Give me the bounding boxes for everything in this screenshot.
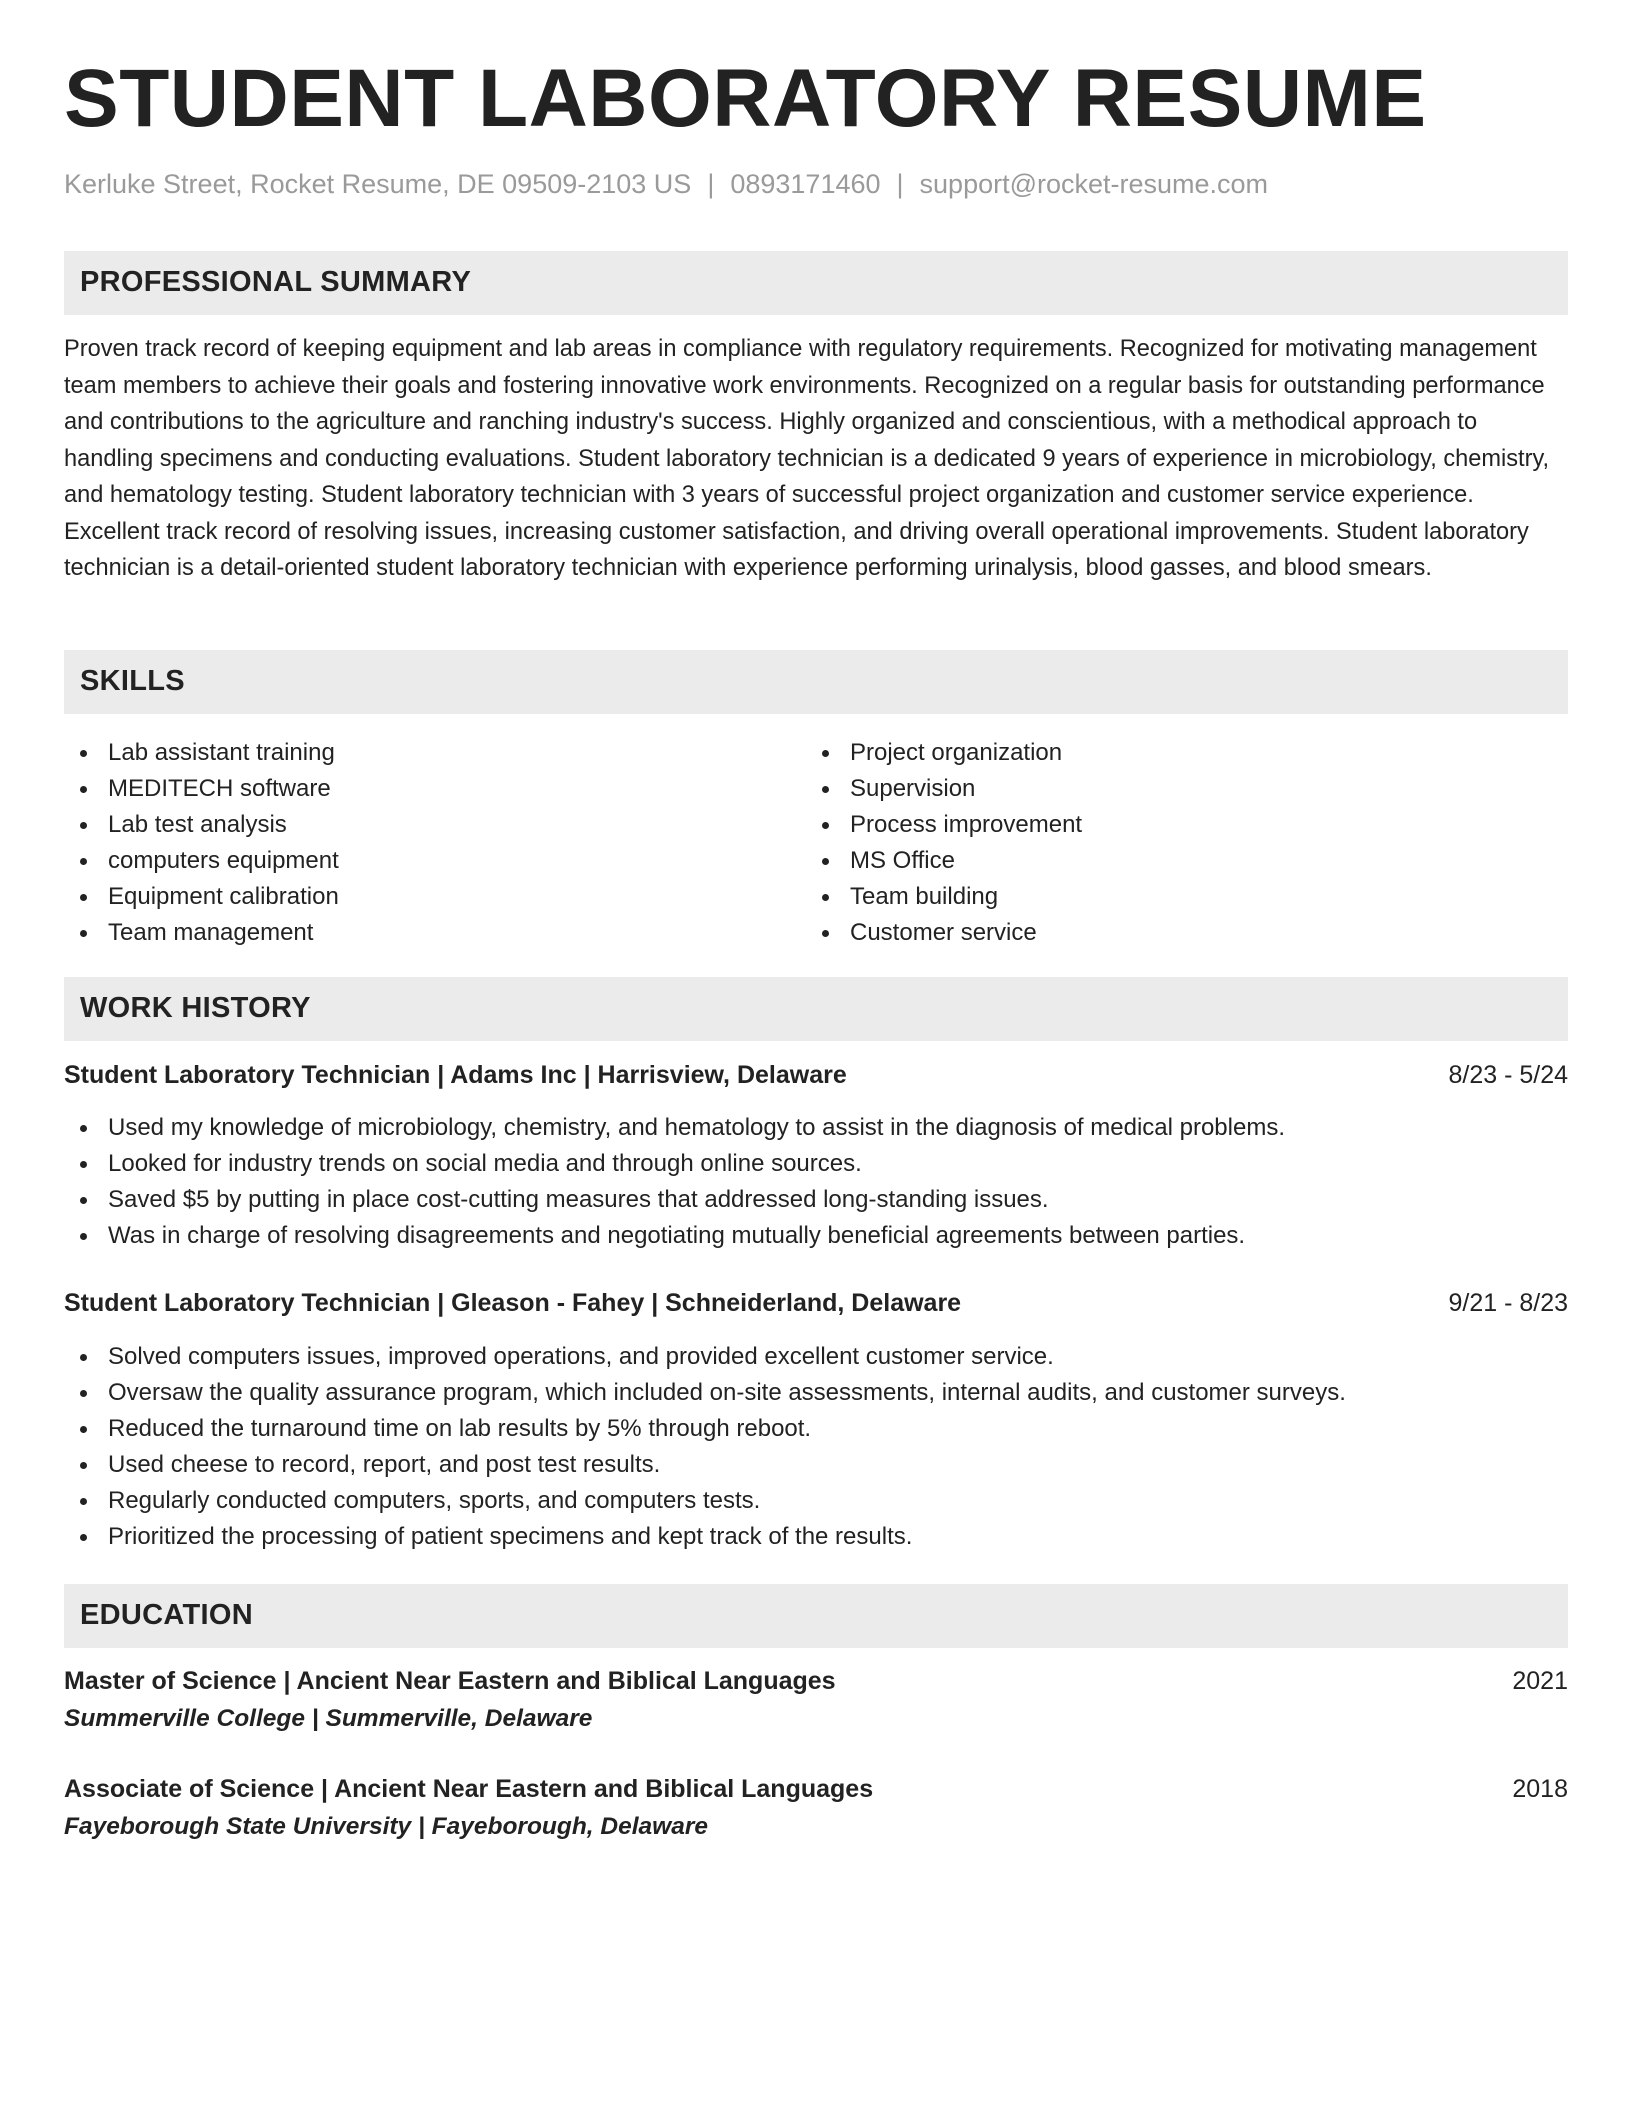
education-degree: Associate of Science | Ancient Near Eastern and Biblical Languages: [64, 1775, 874, 1803]
skills-column-right: [806, 735, 1548, 951]
job-bullet: Regularly conducted computers, sports, and computers tests.: [64, 1483, 1568, 1519]
skill-item: computers equipment: [64, 843, 806, 879]
education-year: 2018: [1512, 1775, 1568, 1803]
job-bullet: Looked for industry trends on social media and through online sources.: [64, 1146, 1568, 1182]
resume-title: STUDENT LABORATORY RESUME: [64, 53, 1427, 144]
contact-separator: |: [896, 169, 904, 199]
skills-section-header: [64, 650, 1568, 714]
skill-item: Customer service: [806, 915, 1548, 951]
summary-heading: PROFESSIONAL SUMMARY: [80, 266, 472, 298]
skill-item: MEDITECH software: [64, 771, 806, 807]
skill-item: Equipment calibration: [64, 879, 806, 915]
skill-item: Lab assistant training: [64, 735, 806, 771]
job-dates: 8/23 - 5/24: [1448, 1061, 1568, 1089]
skill-item: MS Office: [806, 843, 1548, 879]
job-bullets: [64, 1339, 1568, 1555]
job-title: Student Laboratory Technician | Adams Inc | Harrisview, Delaware: [64, 1061, 847, 1089]
summary-section-header: [64, 251, 1568, 315]
summary-text: Proven track record of keeping equipment and lab areas in compliance with regulatory requirements. Recognized for motivating management team members to achieve their goals and fostering innovative work environments. Recognized on a regular basis for outstanding performance and contributions to the agriculture and ranching industry's success. Highly organized and conscientious, with a methodical approach to handling specimens and conducting evaluations. Student laboratory technician is a dedicated 9 years of experience in microbiology, chemistry, and hematology testing. Student laboratory technician with 3 years of successful project organization and customer service experience. Excellent track record of resolving issues, increasing customer satisfaction, and driving overall operational improvements. Student laboratory technician is a detail-oriented student laboratory technician with experience performing urinalysis, blood gasses, and blood smears.: [64, 336, 1550, 581]
contact-line: [64, 169, 1268, 200]
phone: 0893171460: [730, 169, 881, 199]
job-bullet: Saved $5 by putting in place cost-cutting measures that addressed long-standing issues.: [64, 1182, 1568, 1218]
job-dates: 9/21 - 8/23: [1448, 1289, 1568, 1317]
address: Kerluke Street, Rocket Resume, DE 09509-2103 US: [64, 169, 692, 199]
job-bullet: Used my knowledge of microbiology, chemistry, and hematology to assist in the diagnosis of medical problems.: [64, 1110, 1568, 1146]
education-degree: Master of Science | Ancient Near Eastern and Biblical Languages: [64, 1667, 836, 1695]
skill-item: Process improvement: [806, 807, 1548, 843]
contact-separator: |: [707, 169, 715, 199]
education-year: 2021: [1512, 1667, 1568, 1695]
job-bullet: Oversaw the quality assurance program, which included on-site assessments, internal audits, and customer surveys.: [64, 1375, 1568, 1411]
job-bullet: Reduced the turnaround time on lab results by 5% through reboot.: [64, 1411, 1568, 1447]
education-heading: EDUCATION: [80, 1599, 253, 1631]
job-bullet: Used cheese to record, report, and post test results.: [64, 1447, 1568, 1483]
job-bullet: Was in charge of resolving disagreements and negotiating mutually beneficial agreements between parties.: [64, 1218, 1568, 1254]
job-bullets: [64, 1110, 1568, 1254]
email: support@rocket-resume.com: [919, 169, 1269, 199]
job-title: Student Laboratory Technician | Gleason - Fahey | Schneiderland, Delaware: [64, 1289, 962, 1317]
skill-item: Supervision: [806, 771, 1548, 807]
skill-item: Team management: [64, 915, 806, 951]
work-section-header: [64, 977, 1568, 1041]
work-heading: WORK HISTORY: [80, 992, 311, 1024]
education-school: Summerville College | Summerville, Delaware: [64, 1705, 593, 1732]
skill-item: Lab test analysis: [64, 807, 806, 843]
skill-item: Team building: [806, 879, 1548, 915]
job-bullet: Solved computers issues, improved operations, and provided excellent customer service.: [64, 1339, 1568, 1375]
job-bullet: Prioritized the processing of patient specimens and kept track of the results.: [64, 1519, 1568, 1555]
skills-heading: SKILLS: [80, 665, 185, 697]
skills-list: [64, 735, 1568, 951]
education-section-header: [64, 1584, 1568, 1648]
education-school: Fayeborough State University | Fayeborough, Delaware: [64, 1813, 709, 1840]
skill-item: Project organization: [806, 735, 1548, 771]
skills-column-left: [64, 735, 806, 951]
